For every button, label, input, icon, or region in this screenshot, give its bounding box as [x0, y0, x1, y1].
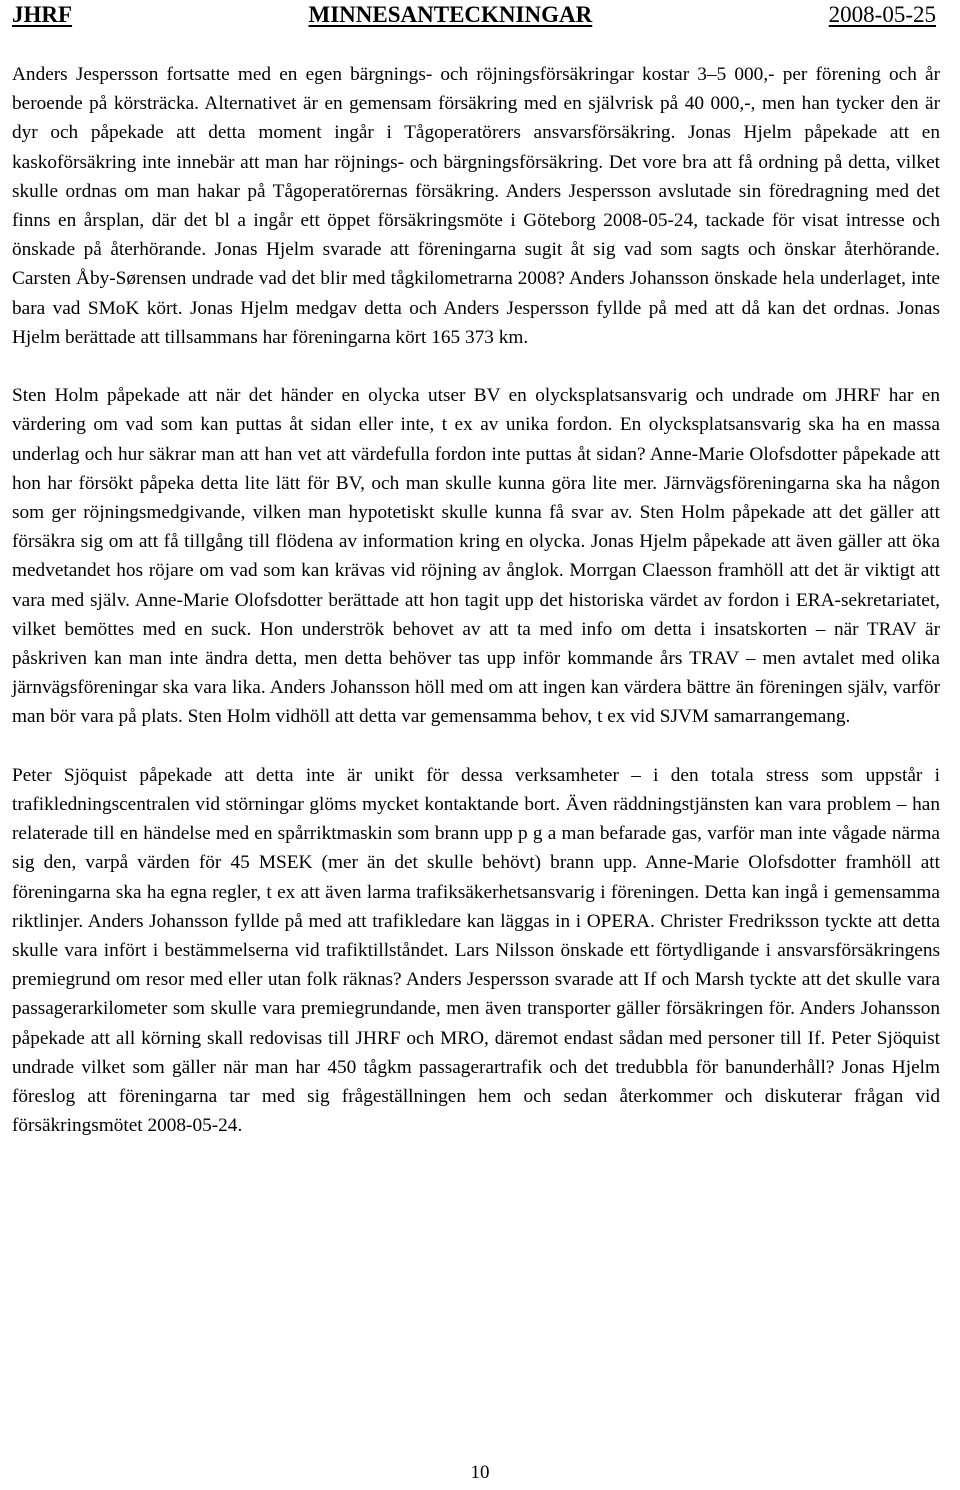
paragraph: Peter Sjöquist påpekade att detta inte är unikt för dessa verksamheter – i den totala stress som uppstår i trafikledningscentralen vid störningar glöms mycket kontaktande bort. Även räddningstjänsten kan vara problem – han relaterade till en händelse med en spårriktmaskin som brann upp p g a man befarade gas, varför man inte vågade närma sig den, varpå värden för 45 MSEK (mer än det skulle behövt) brann upp. Anne-Marie Olofsdotter framhöll att föreningarna ska ha egna regler, t ex att även larma trafiksäkerhetsansvarig i föreningen. Detta kan ingå i gemensamma riktlinjer. Anders Johansson fyllde på med att trafikledare kan läggas in i OPERA. Christer Fredriksson tyckte att detta skulle vara infört i bestämmelserna vid trafiktillståndet. Lars Nilsson önskade ett förtydligande i ansvarsförsäkringens premiegrund om resor med eller utan folk räknas? Anders Jespersson svarade att If och Marsh tyckte att det skulle vara passagerarkilometer som skulle vara premiegrundande, men även transporter gäller försäkringen för. Anders Johansson påpekade att all körning skall redovisas till JHRF och MRO, däremot endast sådan med personer till If. Peter Sjöquist undrade vilket som gäller när man har 450 tågkm passagerartrafik och det tredubbla för banunderhåll? Jonas Hjelm föreslog att föreningarna tar med sig frågeställningen hem och sedan återkommer och diskuterar frågan vid försäkringsmötet 2008-05-24. [12, 764, 940, 1137]
page-header [12, 0, 936, 36]
page-number: 10 [470, 1462, 490, 1483]
document-body [12, 60, 940, 1170]
header-organization: JHRF [12, 2, 73, 27]
header-document-title: MINNESANTECKNINGAR [308, 2, 593, 27]
header-date: 2008-05-25 [828, 2, 936, 27]
paragraph: Sten Holm påpekade att när det händer en olycka utser BV en olycksplatsansvarig och undrade om JHRF har en värdering om vad som kan puttas åt sidan eller inte, t ex av unika fordon. En olycksplatsansvarig ska ha en massa underlag och hur säkrar man att han vet att värdefulla fordon inte puttas åt sidan? Anne-Marie Olofsdotter påpekade att hon har försökt påpeka detta lite lätt för BV, och man skulle kunna göra lite mer. Järnvägsföreningarna ska ha någon som ger röjningsmedgivande, vilken man hypotetiskt skulle kunna få svar av. Sten Holm påpekade att det gäller att försäkra sig om att få tillgång till flödena av information kring en olycka. Jonas Hjelm påpekade att även gäller att öka medvetandet hos röjare om vad som kan krävas vid röjning av ånglok. Morrgan Claesson framhöll att det är viktigt att vara med själv. Anne-Marie Olofsdotter berättade att hon tagit upp det historiska värdet av fordon i ERA-sekretariatet, vilket bemöttes med en suck. Hon underströk behovet av att ta med info om detta i insatskorten – när TRAV är påskriven kan man inte ändra detta, men detta behöver tas upp inför kommande års TRAV – men avtalet med olika järnvägsföreningar ska vara lika. Anders Johansson höll med om att ingen kan värdera bättre än föreningen själv, varför man bör vara på plats. Sten Holm vidhöll att detta var gemensamma behov, t ex vid SJVM samarrangemang. [12, 385, 940, 728]
paragraph: Anders Jespersson fortsatte med en egen bärgnings- och röjningsförsäkringar kostar 3–5 000,- per förening och år beroende på körsträcka. Alternativet är en gemensam försäkring med en självrisk på 40 000,-, men han tycker den är dyr och påpekade att detta moment ingår i Tågoperatörers ansvarsförsäkring. Jonas Hjelm påpekade att en kaskoförsäkring inte innebär att man har röjnings- och bärgningsförsäkring. Det vore bra att få ordning på detta, vilket skulle ordnas om man hakar på Tågoperatörernas försäkring. Anders Jespersson avslutade sin föredragning med det finns en årsplan, där det bl a ingår ett öppet försäkringsmöte i Göteborg 2008-05-24, tackade för visat intresse och önskade på återhörande. Jonas Hjelm svarade att föreningarna sugit åt sig vad som sagts och önskar återhörande. Carsten Åby-Sørensen undrade vad det blir med tågkilometrarna 2008? Anders Johansson önskade hela underlaget, inte bara vad SMoK kört. Jonas Hjelm medgav detta och Anders Jespersson fyllde på med att då kan det ordnas. Jonas Hjelm berättade att tillsammans har föreningarna kört 165 373 km. [12, 64, 940, 348]
